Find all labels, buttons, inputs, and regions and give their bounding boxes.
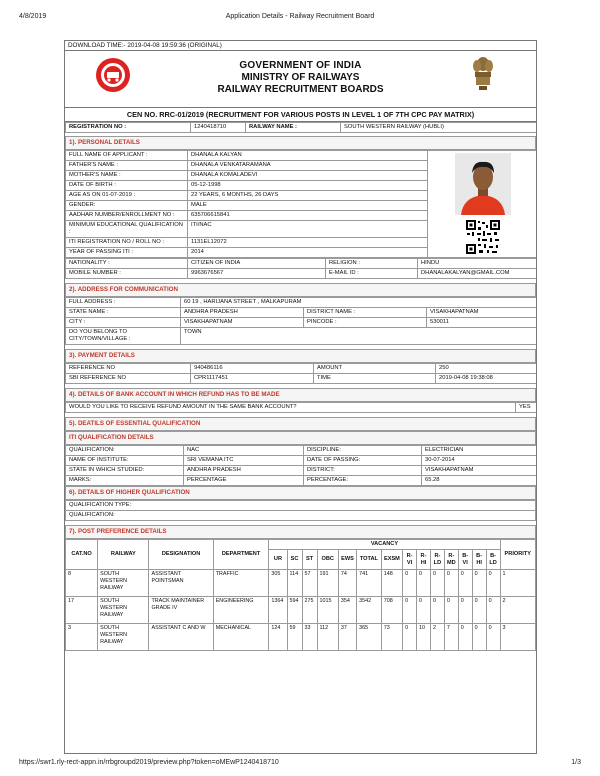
- col-header: CAT.NO: [66, 540, 98, 570]
- religion-value: HINDU: [418, 259, 538, 269]
- table-cell: ASSISTANT POINTSMAN: [149, 570, 213, 597]
- city-label: CITY :: [66, 318, 181, 328]
- marks-value: PERCENTAGE: [184, 476, 304, 486]
- post-preference-table: [65, 539, 536, 651]
- table-row: [66, 570, 536, 597]
- vacancy-header: VACANCY: [269, 540, 500, 550]
- row-label: FULL NAME OF APPLICANT :: [66, 151, 188, 161]
- table-cell: 37: [338, 624, 356, 651]
- city-value: VISAKHAPATNAM: [181, 318, 304, 328]
- qualification-label: QUALIFICATION:: [66, 446, 184, 456]
- table-cell: 365: [357, 624, 382, 651]
- table-cell: 3: [500, 624, 535, 651]
- table-cell: 0: [417, 597, 431, 624]
- table-cell: SOUTH WESTERN RAILWAY: [98, 624, 149, 651]
- section-essential-heading: 5). DEATILS OF ESSENTIAL QUALIFICATION: [65, 417, 536, 431]
- print-url: https://swr1.rly-rect-appn.in/rrbgroupd2019/preview.php?token=oMEwP1240418710: [19, 759, 279, 766]
- reference-label: REFERENCE NO: [66, 364, 191, 374]
- railway-value: SOUTH WESTERN RAILWAY (HUBLI): [341, 123, 538, 133]
- mobile-label: MOBILE NUMBER :: [66, 269, 188, 279]
- sbi-reference-label: SBI REFERENCE NO: [66, 374, 191, 384]
- col-header: B-VI: [458, 550, 472, 570]
- registration-value: 1240418710: [191, 123, 246, 133]
- qualification-type-label: QUALIFICATION TYPE:: [66, 501, 536, 511]
- row-value: DHANALA KALYAN: [188, 151, 428, 161]
- col-header: ST: [302, 550, 317, 570]
- photo-cell: [428, 151, 538, 258]
- col-header: OBC: [317, 550, 338, 570]
- table-cell: 305: [269, 570, 287, 597]
- col-header: B-LD: [486, 550, 500, 570]
- table-cell: 275: [302, 597, 317, 624]
- registration-label: REGISTRATION NO :: [66, 123, 191, 133]
- section-posts-heading: 7). POST PREFERENCE DETAILS: [65, 525, 536, 539]
- table-cell: 1: [500, 570, 535, 597]
- cen-title: CEN NO. RRC-01/2019 (RECRUITMENT FOR VARIOUS POSTS IN LEVEL 1 OF 7TH CPC PAY MATRIX): [65, 108, 536, 122]
- railway-label: RAILWAY NAME :: [246, 123, 341, 133]
- col-header: R-MD: [444, 550, 458, 570]
- table-cell: 2: [430, 624, 444, 651]
- amount-value: 250: [436, 364, 538, 374]
- col-header: EWS: [338, 550, 356, 570]
- row-label: FATHER'S NAME :: [66, 161, 188, 171]
- table-cell: 0: [458, 570, 472, 597]
- mobile-value: 9963676567: [188, 269, 326, 279]
- refund-answer: YES: [516, 403, 538, 413]
- pincode-label: PINCODE :: [304, 318, 427, 328]
- row-label: AADHAR NUMBER/ENROLLMENT NO :: [66, 211, 188, 221]
- banner: [65, 51, 536, 108]
- col-header: PRIORITY: [500, 540, 535, 570]
- table-cell: SOUTH WESTERN RAILWAY: [98, 597, 149, 624]
- table-cell: 1364: [269, 597, 287, 624]
- belong-value: TOWN: [181, 328, 538, 345]
- time-label: TIME: [314, 374, 436, 384]
- row-value: 635706615841: [188, 211, 428, 221]
- row-label: AGE AS ON 01-07-2019 :: [66, 191, 188, 201]
- table-cell: 59: [287, 624, 302, 651]
- religion-label: RELIGION :: [326, 259, 418, 269]
- row-value: ITI/NAC: [188, 221, 428, 238]
- col-header: EXSM: [381, 550, 402, 570]
- nationality-label: NATIONALITY :: [66, 259, 188, 269]
- amount-label: AMOUNT: [314, 364, 436, 374]
- reference-value: 940486116: [191, 364, 314, 374]
- applicant-photo-icon: [455, 153, 511, 215]
- table-cell: 10: [417, 624, 431, 651]
- table-cell: 114: [287, 570, 302, 597]
- time-value: 2019-04-08 19:38:08: [436, 374, 538, 384]
- payment-table: [65, 363, 537, 384]
- district-studied-label: DISTRICT:: [304, 466, 422, 476]
- section-payment-heading: 3). PAYMENT DETAILS: [65, 349, 536, 363]
- email-value: DHANALAKALYAN@GMAIL.COM: [418, 269, 538, 279]
- section-address-heading: 2). ADDRESS FOR COMMUNICATION: [65, 283, 536, 297]
- table-cell: 2: [500, 597, 535, 624]
- table-cell: 7: [444, 624, 458, 651]
- table-cell: 148: [381, 570, 402, 597]
- row-value: 22 YEARS, 6 MONTHS, 26 DAYS: [188, 191, 428, 201]
- district-label: DISTRICT NAME :: [304, 308, 427, 318]
- col-header: B-HI: [472, 550, 486, 570]
- state-studied-value: ANDHRA PRADESH: [184, 466, 304, 476]
- district-value: VISAKHAPATNAM: [427, 308, 538, 318]
- page-number: 1/3: [571, 759, 581, 766]
- table-cell: 3542: [357, 597, 382, 624]
- table-cell: 0: [403, 570, 417, 597]
- discipline-value: ELECTRICIAN: [422, 446, 538, 456]
- state-value: ANDHRA PRADESH: [181, 308, 304, 318]
- download-time: DOWNLOAD TIME:- 2019-04-08 19:59:36 (ORIGINAL): [65, 41, 536, 51]
- table-cell: ENGINEERING: [213, 597, 269, 624]
- table-cell: 0: [403, 624, 417, 651]
- col-header: SC: [287, 550, 302, 570]
- sbi-reference-value: CPR1117451: [191, 374, 314, 384]
- col-header: DEPARTMENT: [213, 540, 269, 570]
- table-cell: 17: [66, 597, 98, 624]
- table-cell: TRACK MAINTAINER GRADE IV: [149, 597, 213, 624]
- discipline-label: DISCIPLINE:: [304, 446, 422, 456]
- qr-code-icon: [465, 219, 501, 255]
- percentage-value: 65.28: [422, 476, 538, 486]
- table-row: [66, 597, 536, 624]
- marks-label: MARKS:: [66, 476, 184, 486]
- table-cell: 0: [486, 624, 500, 651]
- section-higher-heading: 6). DETAILS OF HIGHER QUALIFICATION: [65, 486, 536, 500]
- table-cell: 0: [472, 597, 486, 624]
- row-value: 2014: [188, 248, 428, 258]
- institute-value: SRI VEMANA ITC: [184, 456, 304, 466]
- higher-qualification-label: QUALIFICATION:: [66, 511, 536, 521]
- table-cell: 0: [458, 597, 472, 624]
- row-label: GENDER:: [66, 201, 188, 211]
- refund-question: WOULD YOU LIKE TO RECEIVE REFUND AMOUNT IN THE SAME BANK ACCOUNT?: [66, 403, 516, 413]
- iti-qualification-heading: ITI QUALIFICATION DETAILS: [65, 431, 536, 445]
- bank-table: [65, 402, 537, 413]
- table-cell: 594: [287, 597, 302, 624]
- section-bank-heading: 4). DETAILS OF BANK ACCOUNT IN WHICH REFUND HAS TO BE MADE: [65, 388, 536, 402]
- table-cell: 0: [444, 597, 458, 624]
- table-cell: 0: [430, 597, 444, 624]
- belong-label: DO YOU BELONG TO CITY/TOWN/VILLAGE :: [66, 328, 181, 345]
- section-personal-heading: 1). PERSONAL DETAILS: [65, 136, 536, 150]
- table-cell: 3: [66, 624, 98, 651]
- state-label: STATE NAME :: [66, 308, 181, 318]
- row-label: DATE OF BIRTH :: [66, 181, 188, 191]
- table-cell: 0: [472, 570, 486, 597]
- banner-line-1: GOVERNMENT OF INDIA: [239, 60, 362, 71]
- row-label: YEAR OF PASSING ITI :: [66, 248, 188, 258]
- table-cell: 741: [357, 570, 382, 597]
- registration-table: [65, 122, 537, 133]
- table-cell: 0: [430, 570, 444, 597]
- banner-line-2: MINISTRY OF RAILWAYS: [241, 72, 360, 83]
- post-preference-body: [66, 570, 536, 651]
- table-cell: 74: [338, 570, 356, 597]
- personal-contact-table: [65, 258, 537, 279]
- table-cell: TRAFFIC: [213, 570, 269, 597]
- banner-line-3: RAILWAY RECRUITMENT BOARDS: [217, 84, 384, 95]
- row-label: MINIMUM EDUCATIONAL QUALIFICATION :: [66, 221, 188, 238]
- state-studied-label: STATE IN WHICH STUDIED:: [66, 466, 184, 476]
- table-cell: 73: [381, 624, 402, 651]
- row-label: MOTHER'S NAME :: [66, 171, 188, 181]
- application-document: [64, 40, 537, 754]
- table-cell: SOUTH WESTERN RAILWAY: [98, 570, 149, 597]
- row-value: 05-12-1998: [188, 181, 428, 191]
- table-cell: 124: [269, 624, 287, 651]
- nationality-value: CITIZEN OF INDIA: [188, 259, 326, 269]
- table-cell: ASSISTANT C AND W: [149, 624, 213, 651]
- district-studied-value: VISAKHAPATNAM: [422, 466, 538, 476]
- table-cell: 0: [486, 597, 500, 624]
- col-header: DESIGNATION: [149, 540, 213, 570]
- col-header: RAILWAY: [98, 540, 149, 570]
- table-cell: 0: [472, 624, 486, 651]
- print-date: 4/8/2019: [19, 13, 47, 20]
- print-title: Application Details - Railway Recruitment Board: [225, 13, 375, 20]
- table-cell: 0: [458, 624, 472, 651]
- email-label: E-MAIL ID :: [326, 269, 418, 279]
- table-cell: 112: [317, 624, 338, 651]
- row-value: DHANALA VENKATARAMANA: [188, 161, 428, 171]
- table-cell: 354: [338, 597, 356, 624]
- higher-table: [65, 500, 536, 521]
- row-label: ITI REGISTRATION NO / ROLL NO :: [66, 238, 188, 248]
- date-of-passing-label: DATE OF PASSING:: [304, 456, 422, 466]
- col-header: R-VI: [403, 550, 417, 570]
- table-row: [66, 624, 536, 651]
- table-cell: 191: [317, 570, 338, 597]
- table-cell: 0: [417, 570, 431, 597]
- table-cell: 8: [66, 570, 98, 597]
- full-address-label: FULL ADDRESS :: [66, 298, 181, 308]
- col-header: UR: [269, 550, 287, 570]
- address-table: [65, 297, 537, 345]
- full-address-value: 60 19 , HARIJANA STREET , MALKAPURAM: [181, 298, 538, 308]
- institute-label: NAME OF INSTITUTE:: [66, 456, 184, 466]
- table-cell: 1015: [317, 597, 338, 624]
- col-header: TOTAL: [357, 550, 382, 570]
- personal-table: [65, 150, 537, 258]
- table-cell: 33: [302, 624, 317, 651]
- essential-table: [65, 445, 537, 486]
- national-emblem-icon: [472, 55, 494, 97]
- qualification-value: NAC: [184, 446, 304, 456]
- table-cell: 0: [403, 597, 417, 624]
- percentage-label: PERCENTAGE:: [304, 476, 422, 486]
- col-header: R-LD: [430, 550, 444, 570]
- pincode-value: 530011: [427, 318, 538, 328]
- date-of-passing-value: 30-07-2014: [422, 456, 538, 466]
- row-value: MALE: [188, 201, 428, 211]
- table-cell: 57: [302, 570, 317, 597]
- table-cell: 0: [486, 570, 500, 597]
- table-cell: 708: [381, 597, 402, 624]
- table-cell: MECHANICAL: [213, 624, 269, 651]
- row-value: DHANALA KOMALADEVI: [188, 171, 428, 181]
- col-header: R-HI: [417, 550, 431, 570]
- table-cell: 0: [444, 570, 458, 597]
- row-value: 1131EL12072: [188, 238, 428, 248]
